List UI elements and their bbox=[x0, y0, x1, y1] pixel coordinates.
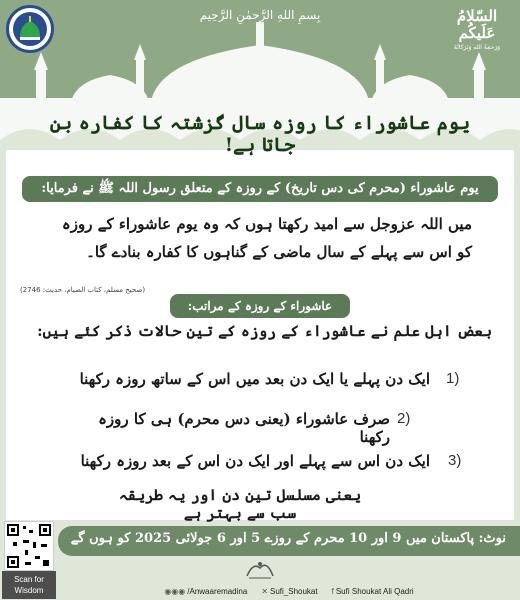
footer-handle-2[interactable]: ✕ Sufi_Shoukat bbox=[261, 587, 318, 596]
note-text: نوٹ: پاکستان میں 9 اور 10 محرم کے روزے 5 اور 6 جولائی 2025 کو ہوں گے bbox=[70, 531, 506, 546]
list-item: ایک دن اس سے پہلے اور ایک دن اس کے بعد روزہ رکھنا bbox=[80, 452, 430, 470]
scan-label: Scan for Wisdom bbox=[2, 571, 56, 599]
note-bar bbox=[58, 526, 520, 556]
hadith-text: میں اللہ عزوجل سے امید رکھتا ہوں کہ وہ یوم عاشوراء کے روزہ کو اس سے پہلے کے سال ماضی کے گناہوں کا کفارہ بنادے گا۔ bbox=[61, 215, 472, 261]
dome-emblem-icon bbox=[12, 11, 48, 47]
madina-logo bbox=[6, 5, 54, 53]
intro-text: بعض اہل علم نے عاشوراء کے روزہ کے تین حالات ذکر کئے ہیں: bbox=[37, 322, 492, 340]
footer-handle-1[interactable]: ◉◉◉ /Anwaaremadina bbox=[164, 587, 248, 596]
list-number: 3) bbox=[448, 452, 462, 469]
list-item: صرف عاشوراء (یعنی دس محرم) ہی کا روزہ رکھنا bbox=[98, 410, 390, 446]
list-number: 1) bbox=[446, 370, 460, 387]
calligraphy-logo-icon bbox=[243, 558, 277, 580]
social-footer bbox=[58, 583, 520, 600]
basmala: بِسمِ اللهِ الرَّحمٰنِ الرَّحِیم bbox=[199, 8, 321, 22]
qr-code-icon bbox=[5, 522, 53, 570]
page-title: یوم عاشوراء کا روزہ سال گزشتہ کا کفارہ بن جاتا ہے! bbox=[49, 112, 471, 156]
calligraphy-emblem bbox=[240, 558, 280, 580]
facebook-icon: f bbox=[331, 587, 334, 596]
salam-line1: السّلامُ bbox=[456, 7, 498, 25]
x-icon: ✕ bbox=[261, 587, 269, 596]
salam-line2: عَلَیکُم bbox=[458, 24, 496, 42]
hadith-intro-banner: یوم عاشوراء (محرم کی دس تاریخ) کے روزہ کے متعلق رسول اللہ ﷺ نے فرمایا: bbox=[22, 176, 498, 202]
list-item: ایک دن پہلے یا ایک دن بعد میں اس کے ساتھ روزہ رکھنا bbox=[79, 370, 430, 388]
salam-sub: وَرَحمَةُ الله وَبَرَکاتُهُ bbox=[453, 44, 501, 51]
salam-greeting bbox=[442, 8, 512, 51]
social-icons: ◉◉◉ bbox=[164, 587, 186, 596]
section-heading: عاشوراء کے روزہ کے مراتب: bbox=[170, 294, 350, 318]
list-item-continuation: یعنی مسلسل تین دن اور یہ طریقہ سب سے بہتر ہے bbox=[118, 486, 362, 522]
list-number: 2) bbox=[397, 410, 411, 427]
footer-handle-3[interactable]: f Sufi Shoukat Ali Qadri bbox=[331, 587, 414, 596]
qr-code[interactable] bbox=[4, 521, 54, 571]
hadith-reference: (صحیح مسلم، کتاب الصیام، حدیث: 2746) bbox=[20, 286, 146, 294]
